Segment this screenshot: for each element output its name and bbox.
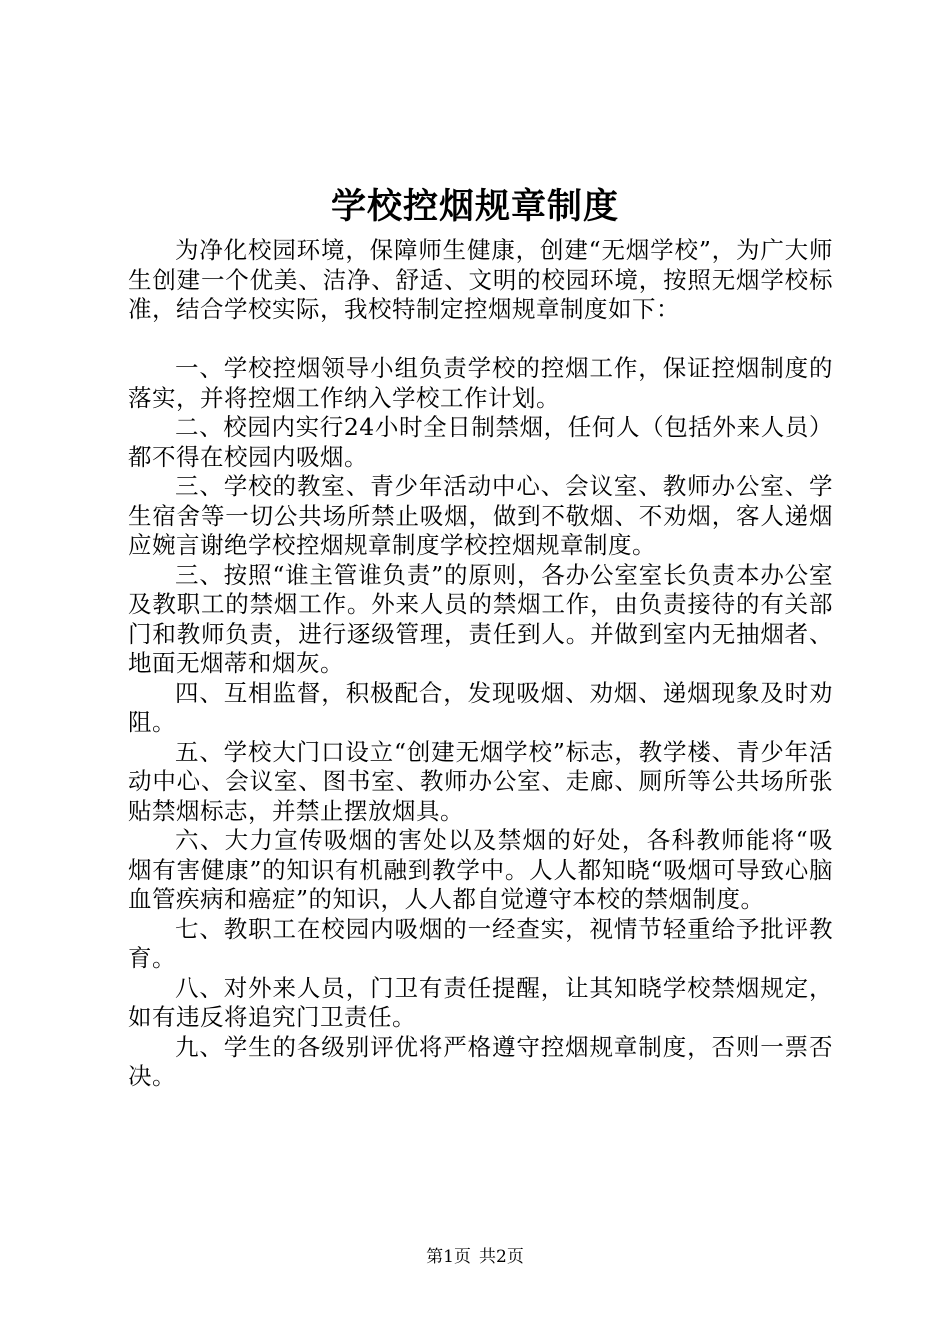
rule-paragraph-3: 三、学校的教室、青少年活动中心、会议室、教师办公室、学生宿舍等一切公共场所禁止吸烟，做到不敬烟、不劝烟，客人递烟应婉言谢绝学校控烟规章制度学校控烟规章制度。 <box>128 472 833 559</box>
rule-paragraph-8: 七、教职工在校园内吸烟的一经查实，视情节轻重给予批评教育。 <box>128 914 833 972</box>
document-body <box>128 236 833 1092</box>
page-total: 共2页 <box>479 1247 524 1267</box>
rule-paragraph-2: 二、校园内实行24小时全日制禁烟，任何人（包括外来人员）都不得在校园内吸烟。 <box>128 413 833 471</box>
rule-paragraph-4: 三、按照“谁主管谁负责”的原则，各办公室室长负责本办公室及教职工的禁烟工作。外来人员的禁烟工作，由负责接待的有关部门和教师负责，进行逐级管理，责任到人。并做到室内无抽烟者、地面无烟蒂和烟灰。 <box>128 560 833 677</box>
rule-paragraph-1: 一、学校控烟领导小组负责学校的控烟工作，保证控烟制度的落实，并将控烟工作纳入学校工作计划。 <box>128 354 833 412</box>
document-title: 学校控烟规章制度 <box>330 186 619 227</box>
intro-paragraph: 为净化校园环境，保障师生健康，创建“无烟学校”，为广大师生创建一个优美、洁净、舒适、文明的校园环境，按照无烟学校标准，结合学校实际，我校特制定控烟规章制度如下： <box>128 236 833 323</box>
rule-paragraph-5: 四、互相监督，积极配合，发现吸烟、劝烟、递烟现象及时劝阻。 <box>128 678 833 736</box>
rule-paragraph-6: 五、学校大门口设立“创建无烟学校”标志，教学楼、青少年活动中心、会议室、图书室、教师办公室、走廊、厕所等公共场所张贴禁烟标志，并禁止摆放烟具。 <box>128 737 833 825</box>
rule-paragraph-9: 八、对外来人员，门卫有责任提醒，让其知晓学校禁烟规定，如有违反将追究门卫责任。 <box>128 973 833 1031</box>
page-number: 第1页 <box>426 1247 471 1267</box>
rule-paragraph-10: 九、学生的各级别评优将严格遵守控烟规章制度，否则一票否决。 <box>128 1032 833 1090</box>
rule-paragraph-7: 六、大力宣传吸烟的害处以及禁烟的好处，各科教师能将“吸烟有害健康”的知识有机融到教学中。人人都知晓“吸烟可导致心脑血管疾病和癌症”的知识，人人都自觉遵守本校的禁烟制度。 <box>128 826 833 913</box>
page-footer <box>0 1245 950 1269</box>
